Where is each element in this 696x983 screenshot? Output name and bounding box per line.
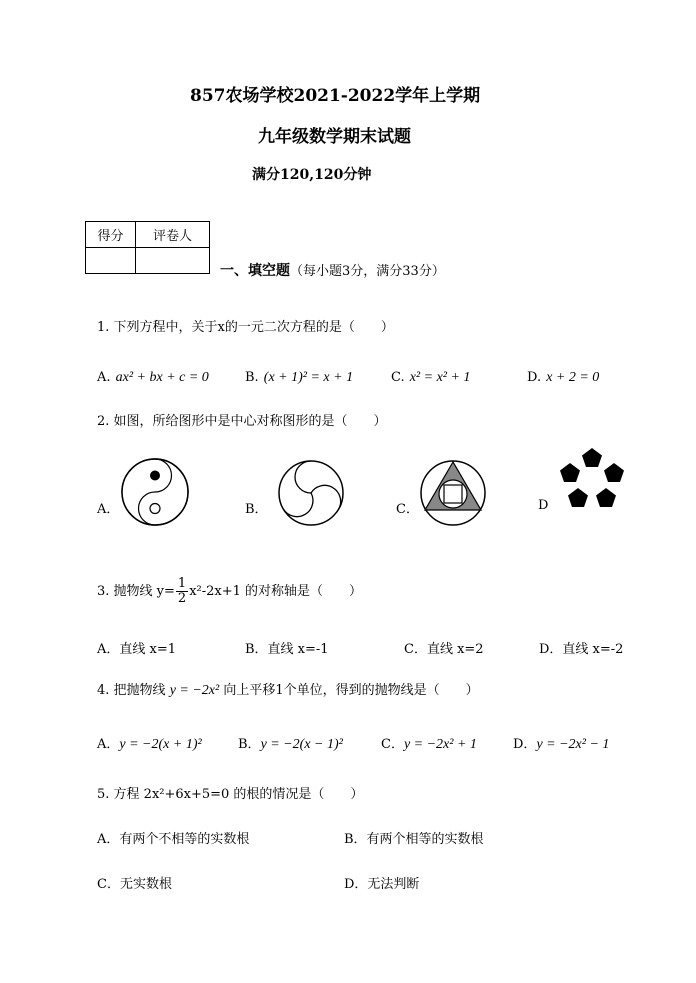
q4-stem-pre: 4. 把抛物线	[97, 683, 166, 698]
q5-option-d[interactable]: D．无法判断	[344, 877, 420, 892]
q1-a-label: A.	[97, 370, 111, 385]
exam-score-info: 满分120,120分钟	[252, 167, 372, 183]
q2-stem: 2. 如图，所给图形中是中心对称图形的是（ ）	[97, 414, 387, 429]
q1-d-label: D.	[527, 370, 542, 385]
q1-a-formula: ax² + bx + c = 0	[115, 370, 209, 385]
q3-option-d[interactable]: D．直线 x=-2	[539, 642, 624, 657]
q1-option-c[interactable]	[391, 366, 470, 386]
yin-yang-figure[interactable]	[120, 457, 190, 527]
q1-d-formula: x + 2 = 0	[546, 370, 600, 385]
exam-school-title: 857农场学校2021-2022学年上学期	[190, 86, 481, 106]
q4-d-label: D．	[513, 737, 537, 752]
q1-c-label: C.	[391, 370, 405, 385]
exam-subtitle: 九年级数学期末试题	[258, 127, 411, 147]
q5-option-b[interactable]: B．有两个相等的实数根	[344, 832, 484, 847]
q4-a-formula: y = −2(x + 1)²	[119, 737, 202, 752]
q3-fraction	[176, 577, 188, 606]
q2-d-label: D	[538, 498, 549, 513]
q1-option-d[interactable]	[527, 366, 599, 386]
score-table	[85, 221, 210, 274]
score-cell[interactable]	[86, 248, 136, 274]
section-heading	[220, 260, 445, 280]
q4-option-b[interactable]	[238, 733, 343, 753]
q3-frac-den: 2	[177, 591, 187, 606]
q2-c-label: C．	[396, 502, 419, 517]
q3-stem-post: x²-2x+1 的对称轴是（ ）	[189, 584, 363, 599]
q4-stem-formula: y = −2x²	[169, 683, 220, 698]
q4-stem	[97, 679, 479, 699]
section-title: 一、填空题	[220, 263, 290, 279]
triple-swirl-figure[interactable]	[277, 459, 345, 527]
score-header: 得分	[86, 222, 136, 248]
q3-frac-num: 1	[177, 576, 187, 591]
q1-b-label: B.	[245, 370, 259, 385]
triangle-in-circle-figure[interactable]	[419, 459, 487, 527]
section-note: （每小题3分，满分33分）	[290, 264, 445, 279]
q4-b-label: B．	[238, 737, 261, 752]
q1-stem: 1. 下列方程中，关于x的一元二次方程的是（ ）	[97, 320, 394, 335]
q1-option-a[interactable]	[97, 366, 209, 386]
q1-option-b[interactable]	[245, 366, 353, 386]
pentagon-flower-figure[interactable]	[557, 446, 627, 516]
q2-a-label: A．	[97, 502, 120, 517]
q4-d-formula: y = −2x² − 1	[536, 737, 610, 752]
q3-option-b[interactable]: B．直线 x=-1	[245, 642, 329, 657]
q5-option-c[interactable]: C．无实数根	[97, 877, 172, 892]
q5-stem: 5. 方程 2x²+6x+5=0 的根的情况是（ ）	[97, 787, 364, 802]
q4-b-formula: y = −2(x − 1)²	[260, 737, 343, 752]
q2-b-label: B．	[245, 502, 268, 517]
q3-stem	[97, 577, 362, 606]
q3-stem-pre: 3. 抛物线 y=	[97, 584, 175, 599]
q4-option-d[interactable]	[513, 733, 609, 753]
grader-cell[interactable]	[136, 248, 210, 274]
grader-header: 评卷人	[136, 222, 210, 248]
q4-option-a[interactable]	[97, 733, 202, 753]
q5-option-a[interactable]: A．有两个不相等的实数根	[97, 832, 250, 847]
q4-option-c[interactable]	[381, 733, 477, 753]
q3-option-a[interactable]: A．直线 x=1	[97, 642, 177, 657]
q4-c-label: C．	[381, 737, 404, 752]
q4-c-formula: y = −2x² + 1	[403, 737, 477, 752]
q4-a-label: A．	[97, 737, 120, 752]
q4-stem-post: 向上平移1个单位，得到的抛物线是（ ）	[223, 683, 479, 698]
q3-option-c[interactable]: C．直线 x=2	[404, 642, 484, 657]
q1-c-formula: x² = x² + 1	[409, 370, 471, 385]
q1-b-formula: (x + 1)² = x + 1	[263, 370, 354, 385]
